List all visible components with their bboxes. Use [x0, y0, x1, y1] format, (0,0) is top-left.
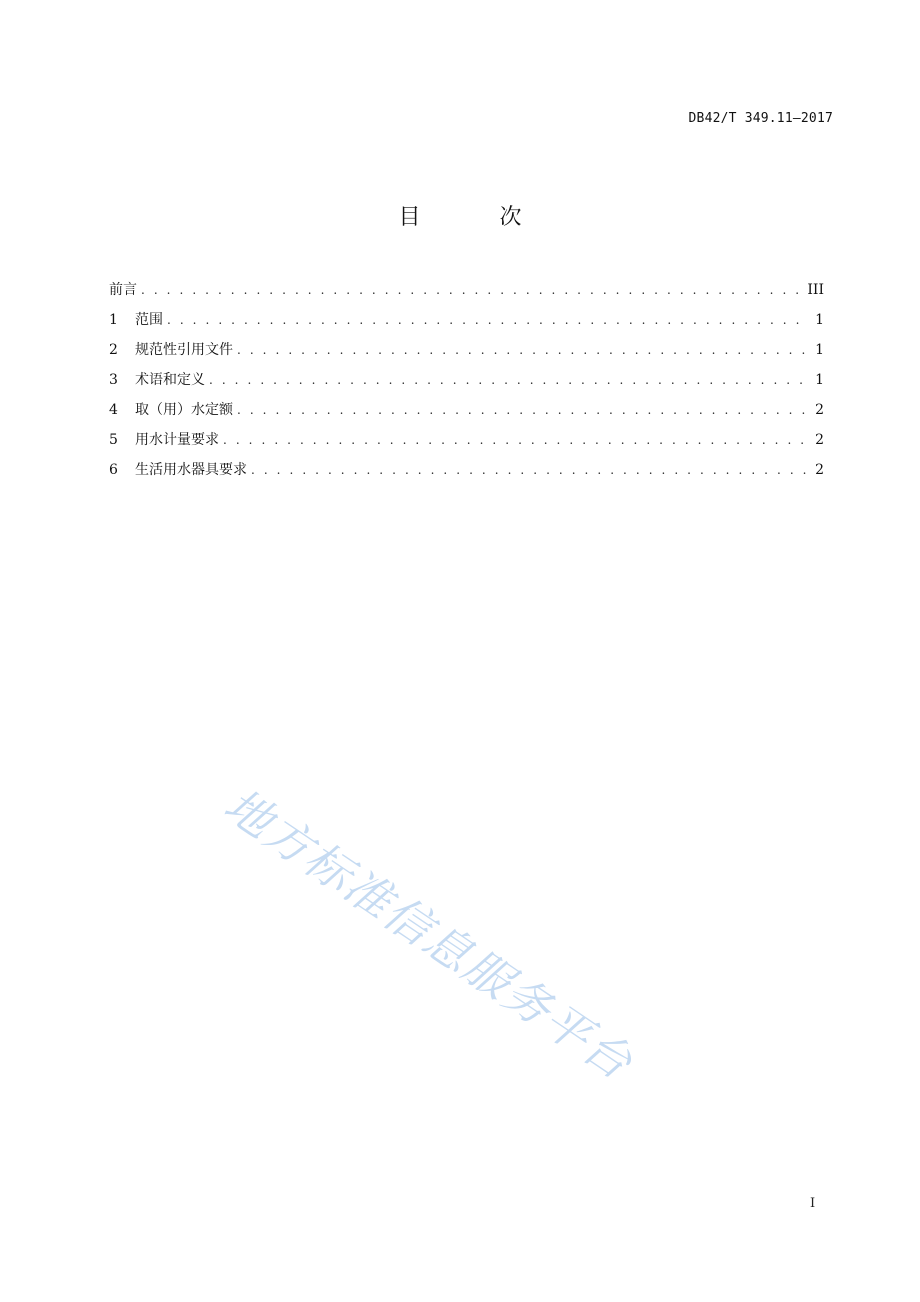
toc-leader-dots — [237, 339, 808, 361]
toc-entry-title: 术语和定义 — [135, 372, 205, 388]
toc-leader-dots — [223, 429, 808, 451]
toc-entry-normative-references[interactable] — [109, 339, 824, 369]
toc-entry-scope[interactable] — [109, 309, 824, 339]
toc-entry-number: 5 — [109, 432, 118, 448]
toc-entry-foreword[interactable] — [109, 279, 824, 309]
toc-entry-page: 2 — [815, 432, 824, 448]
toc-entry-title: 生活用水器具要求 — [135, 462, 247, 478]
toc-leader-dots — [167, 309, 808, 331]
toc-entry-number: 2 — [109, 342, 118, 358]
toc-entry-page: 1 — [815, 312, 824, 328]
toc-entry-title: 取（用）水定额 — [135, 402, 233, 418]
toc-entry-page: 1 — [815, 372, 824, 388]
toc-entry-page: 1 — [815, 342, 824, 358]
toc-entry-number: 6 — [109, 462, 118, 478]
toc-entry-title: 范围 — [135, 312, 163, 328]
toc-entry-water-quota[interactable] — [109, 399, 824, 429]
toc-entry-page: 2 — [815, 402, 824, 418]
watermark-text: 地方标准信息服务平台 — [214, 777, 643, 1091]
page-title: 目 次 — [398, 205, 558, 230]
toc-leader-dots — [209, 369, 808, 391]
toc-entry-title: 用水计量要求 — [135, 432, 219, 448]
toc-leader-dots — [237, 399, 808, 421]
toc-entry-terms-definitions[interactable] — [109, 369, 824, 399]
toc-leader-dots — [251, 459, 808, 481]
toc-entry-page: 2 — [815, 462, 824, 478]
toc-entry-number: 4 — [109, 402, 118, 418]
toc-entry-water-metering[interactable] — [109, 429, 824, 459]
toc-entry-number: 3 — [109, 372, 118, 388]
toc-entry-number: 1 — [109, 312, 118, 328]
toc-leader-dots — [141, 279, 801, 301]
toc-entry-domestic-appliances[interactable] — [109, 459, 824, 489]
table-of-contents — [109, 279, 824, 489]
toc-entry-page: III — [807, 282, 824, 298]
page-number: I — [810, 1196, 816, 1211]
toc-entry-title: 规范性引用文件 — [135, 342, 233, 358]
toc-entry-title: 前言 — [109, 282, 137, 298]
standard-code: DB42/T 349.11—2017 — [688, 111, 833, 126]
